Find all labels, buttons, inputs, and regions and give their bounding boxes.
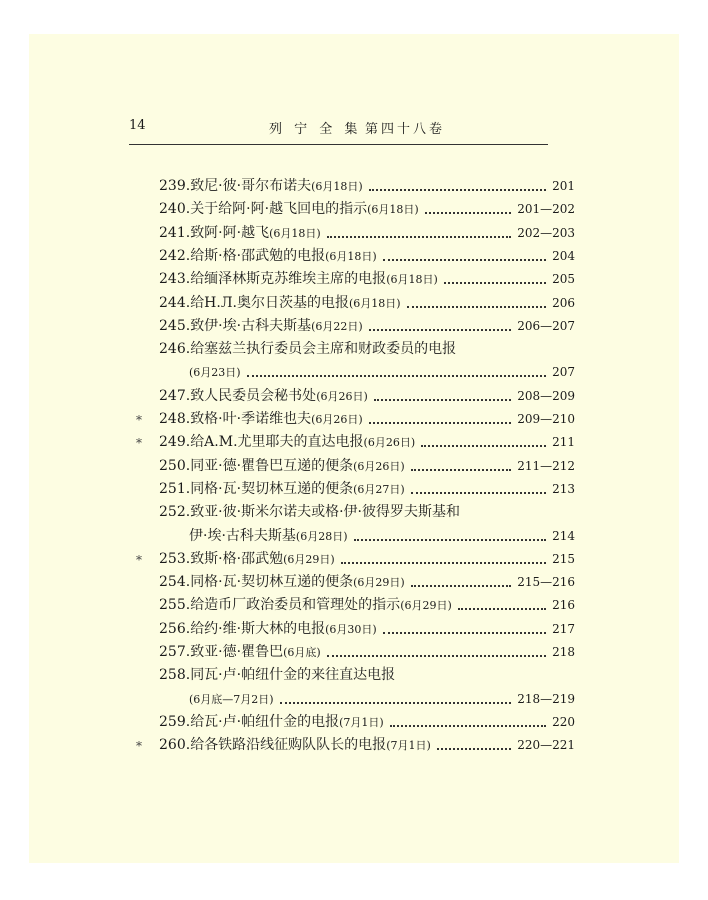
toc-entry	[145, 268, 575, 290]
entry-date: (6月29日)	[353, 576, 405, 590]
entry-pages: 213	[552, 481, 575, 496]
entry-number: 243	[159, 271, 186, 288]
entry-date: (6月29日)	[283, 552, 335, 566]
entry-text	[159, 548, 335, 571]
continuation-text	[189, 361, 241, 384]
entry-separator: .	[185, 317, 191, 334]
entry-number: 240	[159, 201, 186, 218]
toc-entry	[145, 245, 575, 267]
entry-date: (6月22日)	[311, 319, 363, 333]
entry-text	[159, 175, 363, 198]
entry-pages: 220—221	[517, 738, 575, 753]
entry-text	[159, 734, 431, 757]
entry-date: (6月18日)	[325, 249, 377, 263]
page-number: 14	[129, 118, 146, 133]
entry-separator: .	[185, 457, 191, 474]
entry-pages: 216	[552, 598, 575, 613]
entry-date: (6月18日)	[311, 180, 363, 193]
toc-entry	[145, 664, 575, 686]
toc-entry	[145, 571, 575, 593]
entry-pages: 208—209	[517, 388, 575, 403]
entry-number: 246	[159, 341, 186, 358]
entry-pages: 218—219	[517, 691, 575, 706]
entry-pages: 218	[552, 645, 575, 659]
entry-pages: 215—216	[517, 575, 575, 590]
toc-entry-continuation	[189, 688, 575, 710]
dot-leader	[327, 655, 546, 657]
dot-leader	[407, 306, 547, 308]
entry-title: 同亚·德·瞿鲁巴互递的便条	[190, 457, 354, 474]
dot-leader	[341, 562, 546, 564]
entry-date: (6月底—7月2日)	[189, 692, 274, 706]
entry-title: 致尼·彼·哥尔布诺夫	[190, 178, 312, 194]
entry-separator: .	[185, 247, 191, 264]
entry-separator: .	[185, 411, 191, 427]
entry-separator: .	[185, 550, 191, 567]
entry-title: 给H.Л.奥尔日茨基的电报	[190, 294, 349, 311]
dot-leader	[437, 748, 511, 750]
toc-entry	[145, 198, 575, 220]
entry-date: (6月26日)	[363, 436, 416, 450]
toc-entry	[145, 501, 575, 523]
entry-number: 239	[159, 178, 186, 194]
entry-text	[159, 292, 401, 315]
header-rule	[129, 144, 548, 145]
entry-pages: 206—207	[517, 318, 575, 333]
entry-date: (6月27日)	[353, 482, 405, 496]
entry-date: (6月26日)	[353, 459, 405, 473]
entry-text	[159, 198, 419, 221]
entry-text	[159, 408, 363, 431]
entry-pages: 209—210	[517, 412, 575, 426]
entry-title: 给造币厂政治委员和管理处的指示	[190, 597, 401, 614]
entry-number: 260	[159, 737, 186, 754]
entry-separator: .	[185, 224, 191, 241]
entry-date: (7月1日)	[386, 739, 431, 753]
dot-leader	[444, 282, 546, 284]
entry-title: 同格·瓦·契切林互递的便条	[190, 574, 354, 591]
entry-text	[159, 222, 321, 245]
entry-title: 给约·维·斯大林的电报	[190, 620, 326, 637]
asterisk-mark: *	[136, 552, 142, 567]
toc-entry	[145, 711, 575, 733]
toc-entry	[145, 385, 575, 407]
toc-entry	[145, 618, 575, 640]
dot-leader	[425, 212, 512, 214]
entry-number: 257	[159, 644, 186, 660]
entry-date: (6月26日)	[311, 413, 363, 426]
entry-pages: 211	[552, 435, 575, 450]
entry-number: 249	[159, 434, 186, 451]
entry-title: 致亚·彼·斯米尔诺夫或格·伊·彼得罗夫斯基和	[190, 504, 460, 521]
toc-entry	[145, 641, 575, 663]
entry-separator: .	[185, 294, 191, 311]
entry-number: 251	[159, 480, 186, 497]
entry-title: 致人民委员会秘书处	[190, 387, 317, 404]
entry-text	[159, 338, 456, 360]
dot-leader	[369, 189, 546, 191]
entry-pages: 220	[552, 714, 575, 729]
entry-separator: .	[185, 504, 191, 521]
dot-leader	[411, 469, 512, 471]
dot-leader	[383, 259, 546, 261]
entry-text	[159, 268, 438, 291]
entry-title: 给塞兹兰执行委员会主席和财政委员的电报	[190, 341, 457, 358]
entry-pages: 214	[552, 528, 575, 543]
dot-leader	[369, 422, 512, 424]
toc-entry	[145, 292, 575, 314]
toc-entry	[136, 548, 575, 570]
entry-number: 252	[159, 504, 186, 521]
dot-leader	[369, 329, 512, 331]
entry-date: (6月28日)	[295, 529, 348, 543]
entry-pages: 202—203	[517, 225, 575, 240]
entry-separator: .	[185, 387, 191, 404]
entry-date: (6月18日)	[386, 273, 438, 287]
entry-text	[159, 478, 405, 501]
toc-entry	[145, 175, 575, 197]
entry-text	[159, 664, 395, 686]
entry-separator: .	[185, 597, 191, 614]
dot-leader	[374, 399, 511, 401]
entry-text	[159, 431, 415, 454]
dot-leader	[458, 608, 546, 610]
entry-number: 248	[159, 411, 186, 427]
entry-text	[159, 455, 405, 478]
entry-number: 255	[159, 597, 186, 614]
entry-separator: .	[185, 480, 191, 497]
entry-date: (6月18日)	[367, 203, 419, 217]
dot-leader	[383, 632, 546, 634]
asterisk-mark: *	[136, 436, 142, 451]
volume-label: 第四十八卷	[365, 122, 446, 137]
entry-text	[159, 571, 405, 594]
entry-title: 同格·瓦·契切林互递的便条	[190, 480, 354, 497]
entry-pages: 204	[552, 248, 575, 263]
continuation-text	[189, 525, 348, 548]
toc-entry-continuation	[189, 361, 575, 383]
entry-pages: 215	[552, 551, 575, 566]
entry-separator: .	[185, 713, 191, 730]
entry-number: 256	[159, 620, 186, 637]
entry-number: 254	[159, 574, 186, 591]
entry-text	[159, 711, 384, 734]
entry-title: 给各铁路沿线征购队队长的电报	[190, 737, 387, 754]
entry-text	[159, 618, 377, 641]
entry-title: 同瓦·卢·帕纽什金的来往直达电报	[190, 667, 396, 684]
entry-separator: .	[185, 667, 191, 684]
toc-entry	[145, 594, 575, 616]
entry-separator: .	[185, 341, 191, 358]
entry-pages: 206	[552, 295, 575, 310]
entry-date: (6月30日)	[325, 622, 377, 636]
entry-pages: 217	[552, 621, 575, 636]
entry-number: 258	[159, 667, 186, 684]
entry-title: 致斯·格·邵武勉	[190, 550, 284, 567]
entry-date: (6月底)	[283, 646, 321, 659]
entry-date: (7月1日)	[339, 715, 384, 729]
entry-separator: .	[185, 178, 191, 194]
toc-entry	[145, 315, 575, 337]
entry-date: (6月29日)	[400, 599, 452, 613]
toc-entry	[136, 431, 575, 453]
entry-title: 致格·叶·季诺维也夫	[190, 411, 312, 427]
continuation-text	[189, 688, 274, 711]
asterisk-mark: *	[136, 413, 142, 427]
entry-text	[159, 641, 321, 664]
entry-number: 253	[159, 550, 186, 567]
dot-leader	[421, 445, 546, 447]
dot-leader	[411, 492, 546, 494]
entry-date: (6月26日)	[316, 389, 368, 403]
entry-title: 致亚·德·瞿鲁巴	[190, 644, 284, 660]
entry-number: 244	[159, 294, 186, 311]
toc-entry-continuation	[189, 525, 575, 547]
entry-text	[159, 594, 452, 617]
toc-entry	[145, 455, 575, 477]
entry-title: 给缅泽林斯克苏维埃主席的电报	[190, 271, 387, 288]
entry-separator: .	[185, 271, 191, 288]
entry-pages: 211—212	[517, 458, 575, 473]
entry-title: 致阿·阿·越飞	[190, 224, 270, 241]
dot-leader	[354, 539, 547, 541]
entry-text	[159, 245, 377, 268]
entry-number: 250	[159, 457, 186, 474]
running-header	[129, 118, 548, 138]
entry-date: (6月23日)	[189, 366, 241, 380]
entry-number: 245	[159, 317, 186, 334]
entry-text	[159, 385, 368, 408]
entry-title: 给斯·格·邵武勉的电报	[190, 247, 326, 264]
toc-entry	[145, 478, 575, 500]
entry-number: 241	[159, 224, 186, 241]
entry-separator: .	[185, 434, 191, 451]
continuation-title: 伊·埃·古科夫斯基	[189, 527, 296, 544]
entry-title: 给瓦·卢·帕纽什金的电报	[190, 713, 340, 730]
entry-separator: .	[185, 620, 191, 637]
toc-entry	[136, 408, 575, 430]
dot-leader	[327, 236, 512, 238]
entry-pages: 205	[552, 272, 575, 287]
dot-leader	[280, 702, 512, 704]
dot-leader	[390, 725, 546, 727]
dot-leader	[247, 375, 547, 377]
entry-number: 259	[159, 713, 186, 730]
dot-leader	[411, 585, 512, 587]
entry-separator: .	[185, 737, 191, 754]
entry-date: (6月18日)	[269, 226, 321, 240]
entry-pages: 201	[552, 179, 575, 193]
entry-text	[159, 315, 363, 338]
toc-entry	[145, 338, 575, 360]
asterisk-mark: *	[136, 739, 142, 754]
book-title: 列 宁 全 集	[269, 122, 362, 137]
entry-pages: 207	[552, 365, 575, 380]
entry-text	[159, 501, 460, 523]
entry-number: 247	[159, 387, 186, 404]
entry-date: (6月18日)	[348, 296, 401, 310]
entry-title: 给A.M.尤里耶夫的直达电报	[190, 434, 364, 451]
entry-title: 关于给阿·阿·越飞回电的指示	[190, 201, 368, 218]
entry-number: 242	[159, 247, 186, 264]
entry-separator: .	[185, 574, 191, 591]
entry-separator: .	[185, 644, 191, 660]
entry-title: 致伊·埃·古科夫斯基	[190, 317, 312, 334]
entry-separator: .	[185, 201, 191, 218]
entry-pages: 201—202	[517, 202, 575, 217]
toc-entry	[136, 734, 575, 756]
toc-entry	[145, 222, 575, 244]
